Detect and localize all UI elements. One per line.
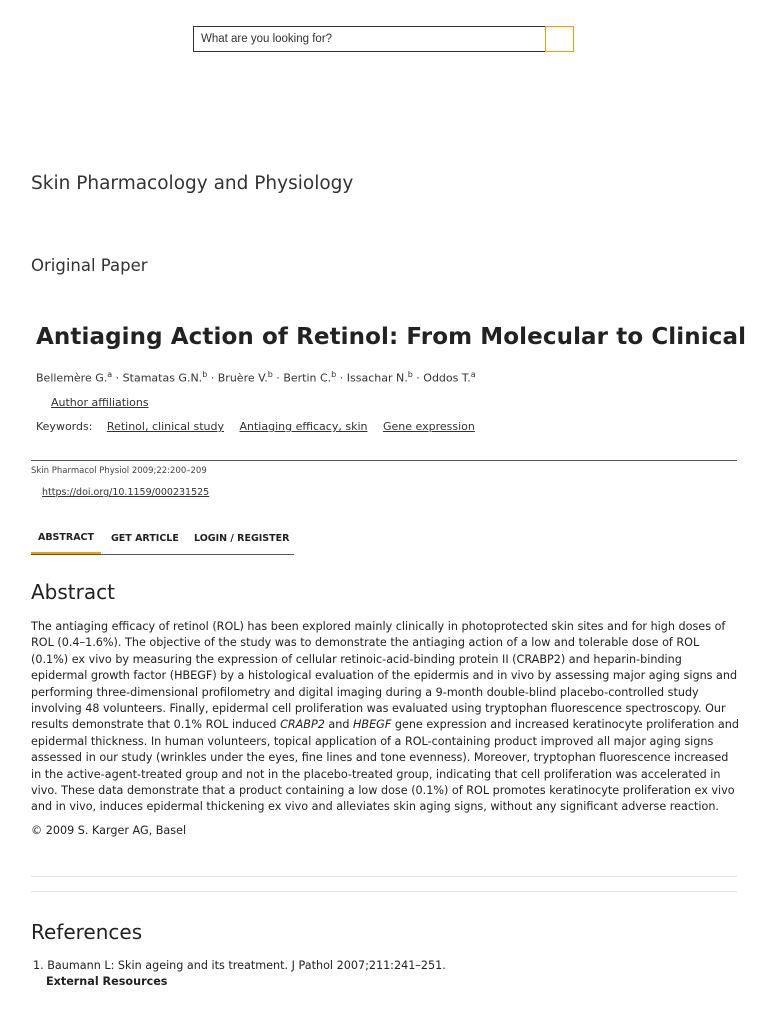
article-title: Antiaging Action of Retinol: From Molecular to Clinical <box>36 324 747 350</box>
author-name[interactable]: Bertin C. <box>283 371 332 385</box>
abstract-text-part: gene expression and increased keratinocyte proliferation and epidermal thickness. In human volunteers, topical application of a ROL-containing product improved all major aging signs assessed in our study (wrinkles under the eyes, fine lines and tone evenness). Moreover, tryptophan fluorescence increased in the active-agent-treated group and not in the placebo-treated group, indicating that cell proliferation was accelerated in vivo. These data demonstrate that a product containing a low dose (0.1%) of ROL promotes keratinocyte proliferation ex vivo and in vivo, induces epidermal thickening ex vivo and alleviates skin aging signs, without any significant adverse reaction. <box>31 718 739 814</box>
keyword-link[interactable]: Antiaging efficacy, skin <box>239 420 368 433</box>
author-separator: · <box>207 371 218 385</box>
author-affiliation-mark: b <box>267 370 273 379</box>
gene-name: HBEGF <box>353 718 392 732</box>
author-name[interactable]: Bellemère G. <box>36 371 108 385</box>
citation: Skin Pharmacol Physiol 2009;22:200–209 <box>31 466 207 476</box>
abstract-heading: Abstract <box>31 580 115 604</box>
keywords <box>36 420 487 433</box>
author-list <box>36 370 476 385</box>
author-affiliation-mark: b <box>331 370 337 379</box>
tab-login-register[interactable]: LOGIN / REGISTER <box>194 533 290 544</box>
article-type: Original Paper <box>31 256 148 275</box>
tab-get-article[interactable]: GET ARTICLE <box>111 533 179 544</box>
divider <box>31 876 737 877</box>
tab-abstract[interactable]: ABSTRACT <box>31 527 101 554</box>
external-resources-link[interactable]: External Resources <box>46 975 168 988</box>
author-name[interactable]: Issachar N. <box>346 371 408 385</box>
author-affiliation-mark: b <box>202 370 208 379</box>
abstract-text-part: and <box>324 718 354 732</box>
copyright: © 2009 S. Karger AG, Basel <box>31 824 187 837</box>
reference-item: 1. Baumann L: Skin ageing and its treatment. J Pathol 2007;211:241–251. <box>33 959 446 972</box>
author-affiliations-link[interactable]: Author affiliations <box>51 396 149 409</box>
abstract-text <box>31 619 739 816</box>
doi-link[interactable]: https://doi.org/10.1159/000231525 <box>42 487 210 498</box>
divider <box>31 891 737 892</box>
references-heading: References <box>31 920 143 944</box>
journal-title[interactable]: Skin Pharmacology and Physiology <box>31 173 354 194</box>
keywords-label: Keywords: <box>36 420 93 433</box>
author-name[interactable]: Stamatas G.N. <box>122 371 203 385</box>
divider <box>31 460 737 461</box>
author-separator: · <box>272 371 284 385</box>
keyword-link[interactable]: Retinol, clinical study <box>106 420 224 433</box>
keyword-link[interactable]: Gene expression <box>382 420 475 433</box>
author-name[interactable]: Bruère V. <box>217 371 268 385</box>
author-separator: · <box>336 371 347 385</box>
search-bar <box>193 26 574 52</box>
article-tabs <box>31 527 294 555</box>
author-name[interactable]: Oddos T. <box>423 371 471 385</box>
author-separator: · <box>112 371 123 385</box>
author-affiliation-mark: a <box>107 370 113 379</box>
abstract-text-part: The antiaging efficacy of retinol (ROL) has been explored mainly clinically in photoprotected skin sites and for high doses of ROL (0.4–1.6%). The objective of the study was to demonstrate the antiaging action of a low and tolerable dose of ROL (0.1%) ex vivo by measuring the expression of cellular retinoic-acid-binding protein II (CRABP2) and heparin-binding epidermal growth factor (HBEGF) by a histological evaluation of the epidermis and in vivo by assessing major aging signs and performing three-dimensional profilometry and digital imaging during a 9-month double-blind placebo-controlled study involving 48 volunteers. Finally, epidermal cell proliferation was evaluated using tryptophan fluorescence spectroscopy. Our results demonstrate that 0.1% ROL induced <box>31 620 738 732</box>
search-button[interactable] <box>545 26 574 52</box>
author-affiliation-mark: b <box>407 370 413 379</box>
search-input[interactable] <box>193 26 545 52</box>
gene-name: CRABP2 <box>280 718 325 732</box>
author-affiliation-mark: a <box>470 370 476 379</box>
author-separator: · <box>412 371 424 385</box>
